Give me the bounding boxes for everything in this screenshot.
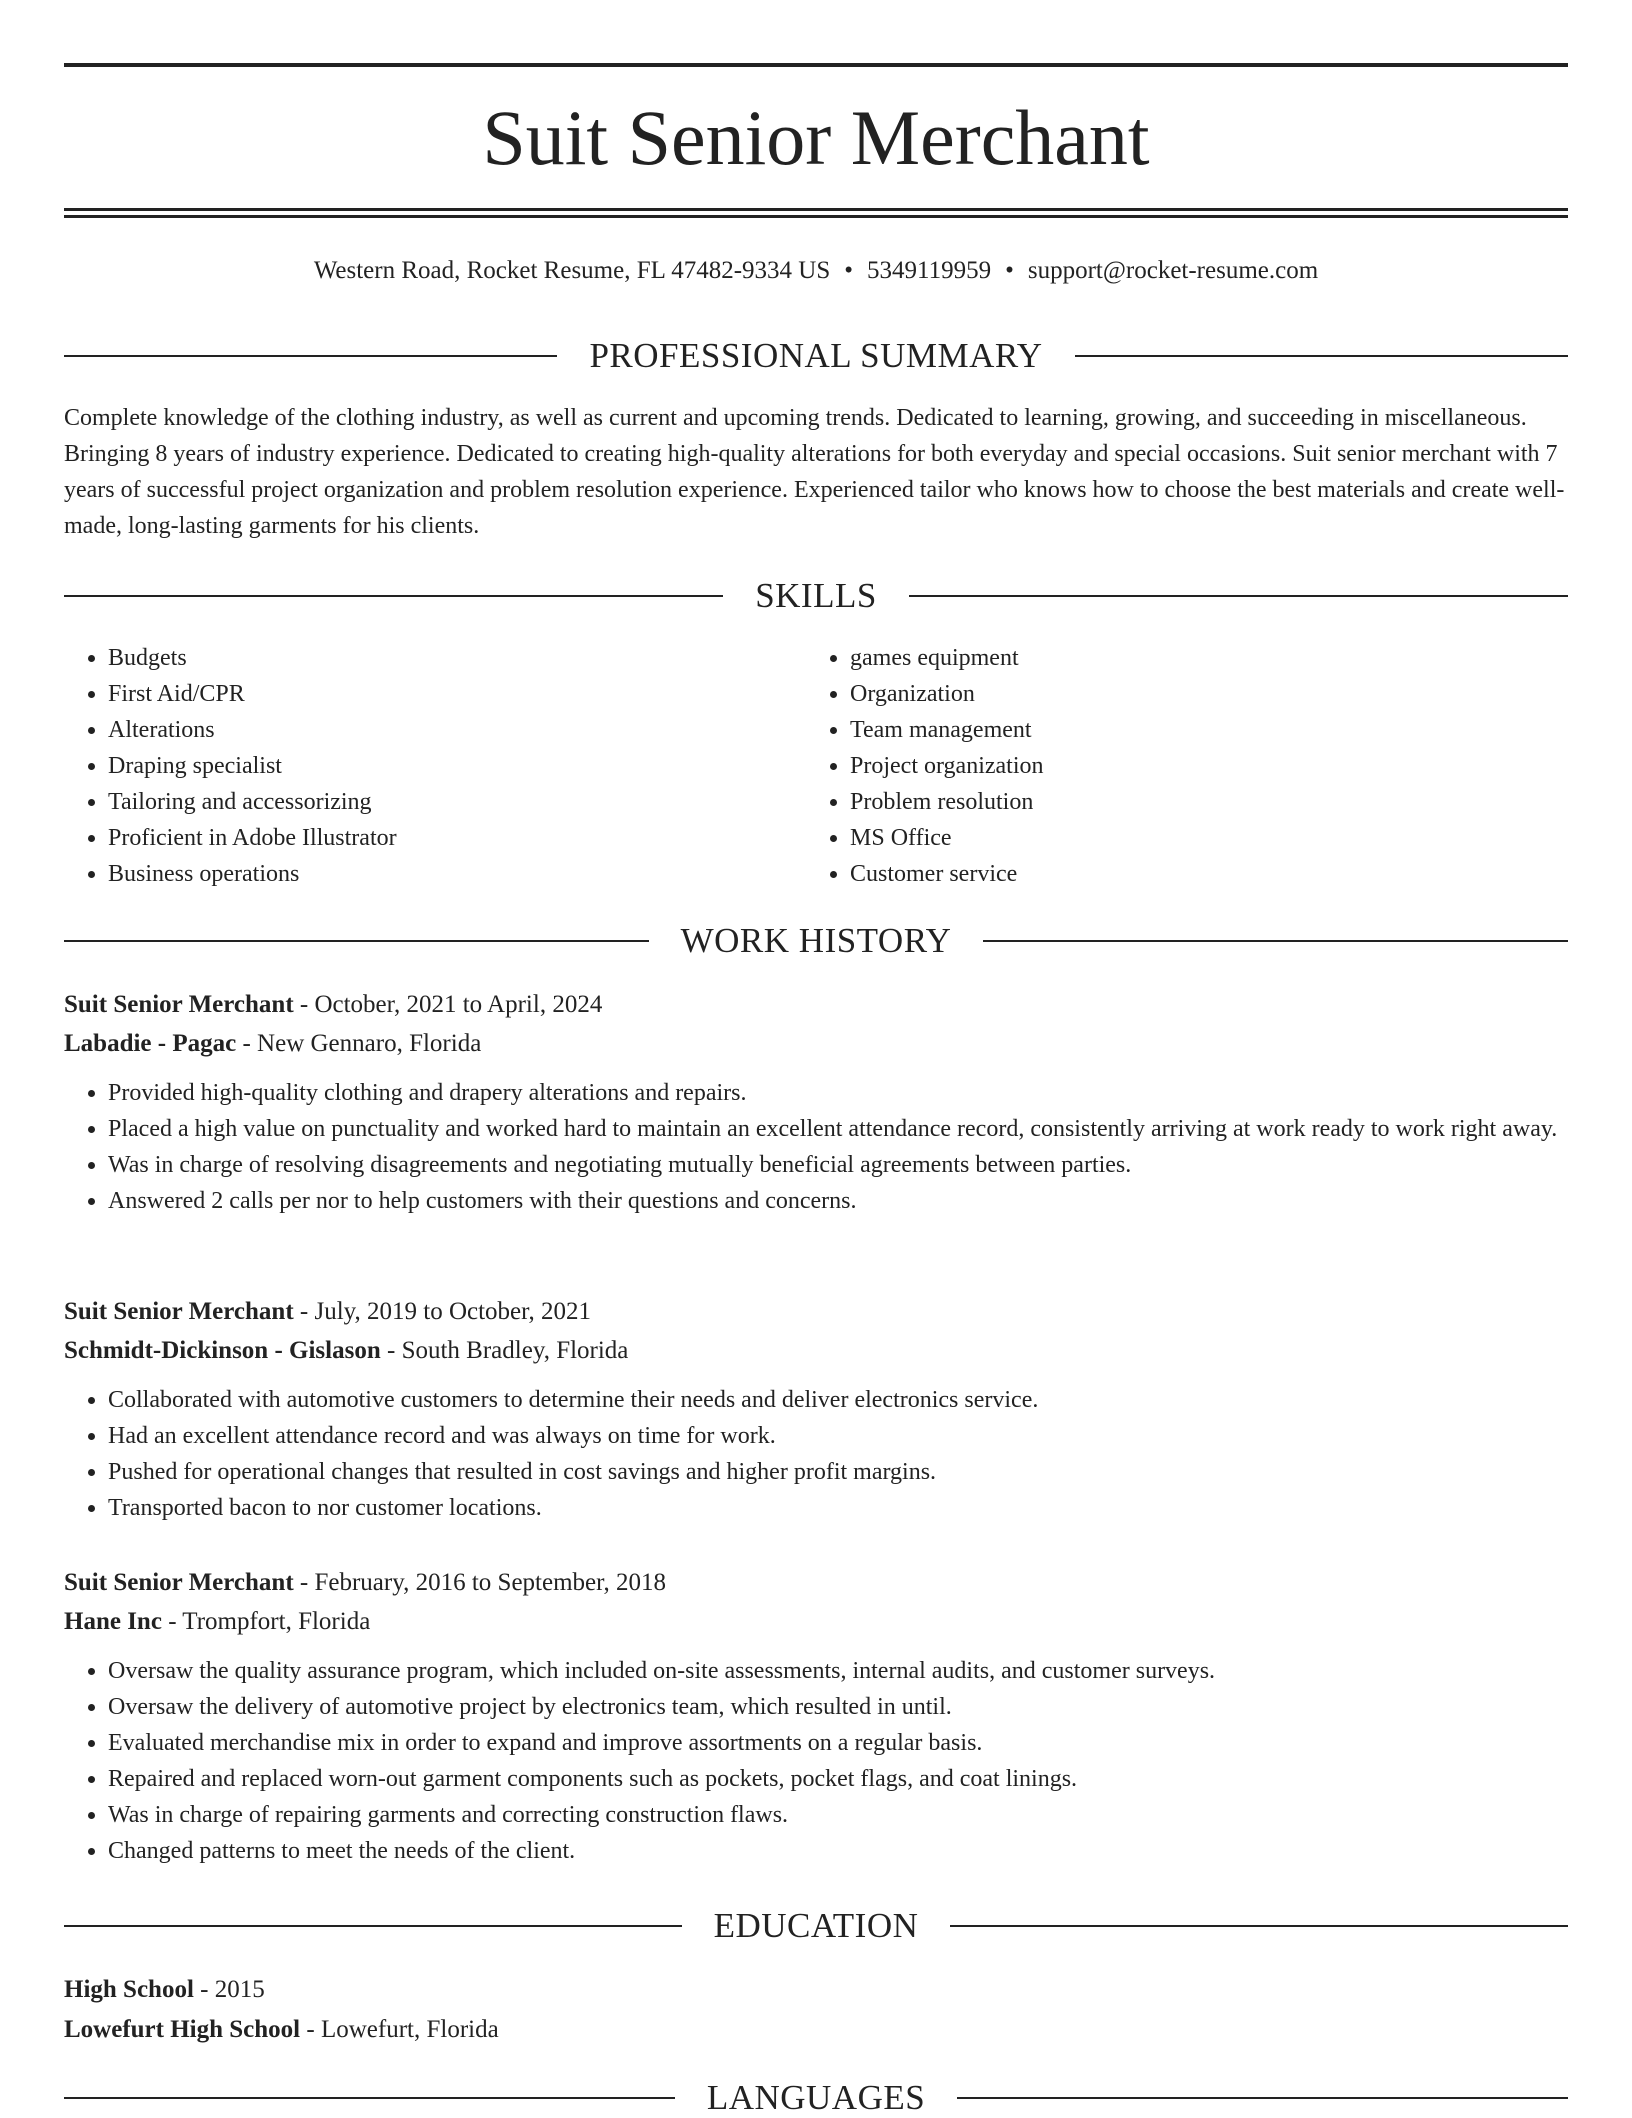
section-header-summary — [64, 336, 1568, 376]
section-title-education: EDUCATION — [713, 1906, 919, 1945]
job-location: - New Gennaro, Florida — [236, 1030, 482, 1057]
section-rule-right — [909, 595, 1568, 597]
education-school-line — [64, 2010, 1568, 2050]
section-rule-right — [957, 2097, 1568, 2099]
skill-item: • Budgets — [108, 640, 806, 676]
skill-item: • games equipment — [850, 640, 1568, 676]
section-header-education — [64, 1906, 1568, 1946]
section-header-skills — [64, 576, 1568, 616]
section-title-skills: SKILLS — [755, 576, 877, 615]
job-title: Suit Senior Merchant — [64, 1569, 294, 1596]
skill-item: • Alterations — [108, 712, 806, 748]
skill-item: • Proficient in Adobe Illustrator — [108, 820, 806, 856]
job-bullet: • Had an excellent attendance record and was always on time for work. — [108, 1418, 1568, 1454]
job-bullet: • Answered 2 calls per nor to help customers with their questions and concerns. — [108, 1183, 1568, 1219]
job-bullets — [64, 1075, 1568, 1219]
job-bullet: • Pushed for operational changes that resulted in cost savings and higher profit margins. — [108, 1454, 1568, 1490]
job-title: Suit Senior Merchant — [64, 991, 294, 1018]
skill-item: • Customer service — [850, 856, 1568, 892]
skill-item: • Organization — [850, 676, 1568, 712]
education-location: - Lowefurt, Florida — [300, 2016, 499, 2043]
contact-address: Western Road, Rocket Resume, FL 47482-9334 US — [313, 257, 831, 284]
job-company-line — [64, 1602, 1568, 1641]
skill-item: • MS Office — [850, 820, 1568, 856]
section-title-work: WORK HISTORY — [680, 921, 952, 960]
section-rule-right — [983, 940, 1568, 942]
skill-item: • Project organization — [850, 748, 1568, 784]
section-header-work — [64, 921, 1568, 961]
job-company-line — [64, 1331, 1568, 1370]
section-rule-left — [64, 355, 557, 357]
job-bullets — [64, 1382, 1568, 1526]
job-entry — [64, 1563, 1568, 1869]
name-underline-rule-second — [64, 215, 1568, 218]
contact-phone: 5349119959 — [867, 257, 992, 284]
job-bullets — [64, 1653, 1568, 1869]
skill-item: • Draping specialist — [108, 748, 806, 784]
section-rule-left — [64, 595, 723, 597]
job-dates: - October, 2021 to April, 2024 — [293, 991, 603, 1018]
job-location: - Trompfort, Florida — [161, 1608, 371, 1635]
section-rule-left — [64, 940, 649, 942]
section-rule-right — [1075, 355, 1568, 357]
job-bullet: • Placed a high value on punctuality and worked hard to maintain an excellent attendance record, consistently arriving at work ready to work right away. — [108, 1111, 1568, 1147]
top-rule — [64, 63, 1568, 67]
name-underline-rule — [64, 208, 1568, 211]
job-title: Suit Senior Merchant — [64, 1298, 294, 1325]
job-dates: - February, 2016 to September, 2018 — [293, 1569, 666, 1596]
skill-item: • Team management — [850, 712, 1568, 748]
skills-column-right — [806, 640, 1568, 892]
skill-item: • Business operations — [108, 856, 806, 892]
job-dates: - July, 2019 to October, 2021 — [293, 1298, 591, 1325]
section-rule-right — [950, 1925, 1568, 1927]
section-rule-left — [64, 2097, 675, 2099]
skills-list — [64, 640, 1568, 892]
education-degree-line — [64, 1970, 1568, 2010]
contact-line — [64, 254, 1568, 288]
job-entry — [64, 1292, 1568, 1526]
job-bullet: • Oversaw the delivery of automotive project by electronics team, which resulted in until. — [108, 1689, 1568, 1725]
job-location: - South Bradley, Florida — [380, 1337, 629, 1364]
skill-item: • Problem resolution — [850, 784, 1568, 820]
education-degree: High School — [64, 1976, 194, 2003]
job-bullet: • Changed patterns to meet the needs of the client. — [108, 1833, 1568, 1869]
job-company: Schmidt-Dickinson - Gislason — [64, 1337, 381, 1364]
contact-separator: • — [1005, 257, 1014, 284]
candidate-name: Suit Senior Merchant — [482, 94, 1150, 181]
job-company-line — [64, 1024, 1568, 1063]
skill-item: • First Aid/CPR — [108, 676, 806, 712]
job-bullet: • Oversaw the quality assurance program, which included on-site assessments, internal audits, and customer surveys. — [108, 1653, 1568, 1689]
job-bullet: • Repaired and replaced worn-out garment components such as pockets, pocket flags, and coat linings. — [108, 1761, 1568, 1797]
skill-item: • Tailoring and accessorizing — [108, 784, 806, 820]
job-bullet: • Transported bacon to nor customer locations. — [108, 1490, 1568, 1526]
contact-separator: • — [844, 257, 854, 284]
job-company: Labadie - Pagac — [64, 1030, 237, 1057]
summary-paragraph: Complete knowledge of the clothing industry, as well as current and upcoming trends. Dedicated to learning, growing, and succeeding in miscellaneous. Bringing 8 years of industry experience. Dedicated to creating high-quality alterations for both everyday and special occasions. Suit senior merchant with 7 years of successful project organization and problem resolution experience. Experienced tailor who knows how to choose the best materials and create well-made, long-lasting garments for his clients. — [64, 405, 1565, 539]
education-school: Lowefurt High School — [64, 2016, 301, 2043]
job-title-line — [64, 985, 1568, 1024]
section-header-languages — [64, 2078, 1568, 2118]
job-bullet: • Evaluated merchandise mix in order to expand and improve assortments on a regular basis. — [108, 1725, 1568, 1761]
job-bullet: • Collaborated with automotive customers to determine their needs and deliver electronics service. — [108, 1382, 1568, 1418]
section-title-summary: PROFESSIONAL SUMMARY — [589, 336, 1043, 375]
section-title-languages: LANGUAGES — [706, 2078, 926, 2117]
job-entry — [64, 985, 1568, 1219]
job-bullet: • Was in charge of resolving disagreements and negotiating mutually beneficial agreements between parties. — [108, 1147, 1568, 1183]
job-title-line — [64, 1292, 1568, 1331]
section-rule-left — [64, 1925, 682, 1927]
skills-column-left — [64, 640, 806, 892]
education-entry — [64, 1970, 1568, 2050]
job-bullet: • Provided high-quality clothing and drapery alterations and repairs. — [108, 1075, 1568, 1111]
job-title-line — [64, 1563, 1568, 1602]
job-bullet: • Was in charge of repairing garments and correcting construction flaws. — [108, 1797, 1568, 1833]
education-year: - 2015 — [193, 1976, 265, 2003]
job-company: Hane Inc — [64, 1608, 162, 1635]
contact-email: support@rocket-resume.com — [1027, 257, 1319, 284]
